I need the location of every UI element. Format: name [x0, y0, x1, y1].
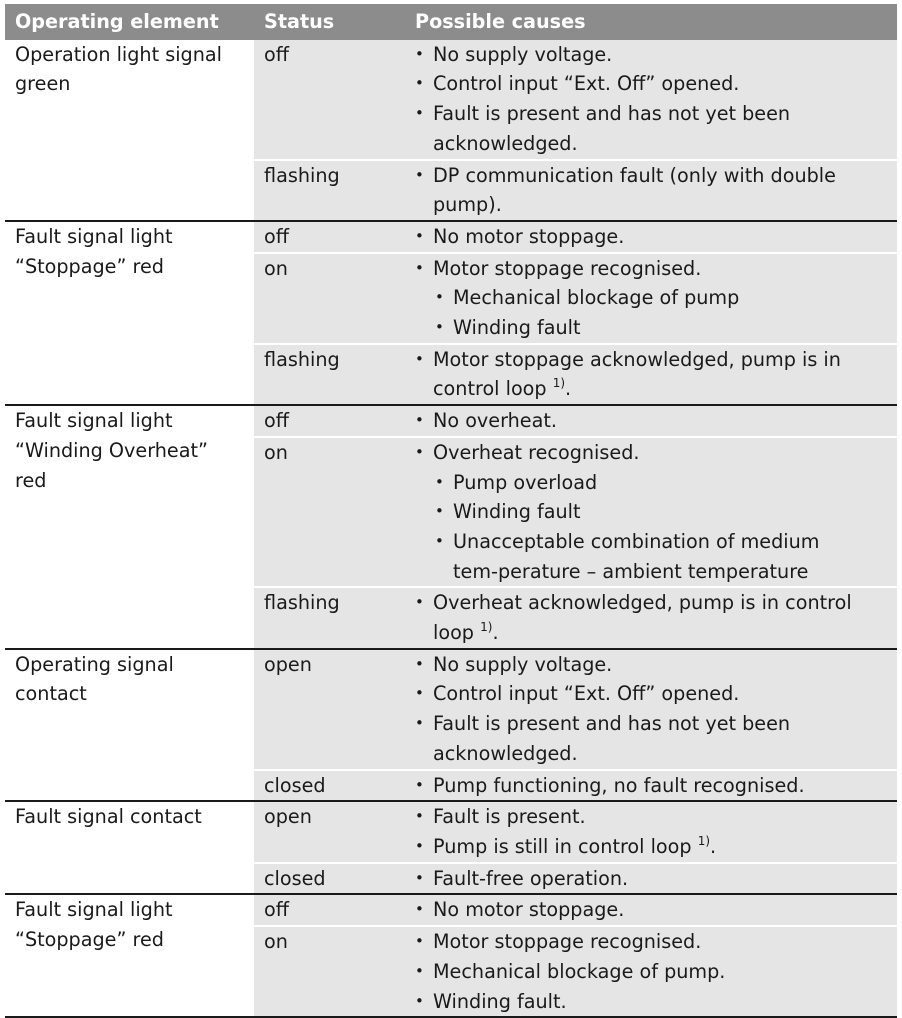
cause-text: Motor stoppage recognised.	[433, 930, 702, 954]
cause-item	[415, 406, 887, 436]
bullet-icon: •	[435, 531, 444, 550]
possible-causes-cell	[405, 405, 897, 437]
table-row	[5, 894, 897, 926]
cause-item	[415, 254, 887, 284]
cause-text: No supply voltage.	[433, 652, 613, 676]
bullet-icon: •	[415, 961, 424, 980]
bullet-icon: •	[415, 932, 424, 951]
status-cell: off	[254, 40, 405, 160]
cause-text: Overheat recognised.	[433, 440, 640, 464]
cause-item	[415, 957, 887, 987]
cause-item	[415, 895, 887, 925]
table-row	[5, 405, 897, 437]
cause-text: Control input “Ext. Off” opened.	[433, 72, 740, 96]
status-cell: closed	[254, 863, 405, 895]
cause-item	[415, 679, 887, 709]
bullet-icon: •	[435, 472, 444, 491]
possible-causes-cell	[405, 770, 897, 802]
possible-causes-cell	[405, 649, 897, 770]
bullet-icon: •	[435, 502, 444, 521]
footnote-marker: 1)	[552, 376, 566, 391]
cause-text-end: .	[492, 621, 499, 645]
possible-causes-cell	[405, 160, 897, 221]
cause-text: Mechanical blockage of pump.	[433, 959, 726, 983]
possible-causes-cell	[405, 863, 897, 895]
bullet-icon: •	[415, 654, 424, 673]
possible-causes-cell	[405, 587, 897, 648]
table-header-row	[5, 4, 897, 40]
cause-text: Fault is present and has not yet been acknowledged.	[433, 102, 791, 155]
bullet-icon: •	[415, 442, 424, 461]
cause-item	[415, 832, 887, 862]
header-possible-causes: Possible causes	[405, 4, 897, 40]
possible-causes-cell	[405, 221, 897, 253]
bullet-icon: •	[415, 226, 424, 245]
cause-item	[415, 927, 887, 957]
bullet-icon: •	[415, 104, 424, 123]
status-cell: flashing	[254, 344, 405, 405]
cause-text: No motor stoppage.	[433, 224, 625, 248]
status-cell: open	[254, 649, 405, 770]
bullet-icon: •	[415, 165, 424, 184]
cause-item	[415, 69, 887, 99]
cause-text: Pump functioning, no fault recognised.	[433, 773, 805, 797]
cause-item	[415, 802, 887, 832]
bullet-icon: •	[415, 593, 424, 612]
bullet-icon: •	[435, 288, 444, 307]
sub-cause-item	[415, 313, 887, 343]
header-operating-element: Operating element	[5, 4, 254, 40]
operating-element-cell: Operating signal contact	[5, 649, 254, 802]
status-cell: closed	[254, 770, 405, 802]
table-row	[5, 221, 897, 253]
cause-text: Winding fault.	[433, 989, 567, 1013]
cause-item	[415, 650, 887, 680]
cause-text: Mechanical blockage of pump	[453, 286, 740, 310]
status-cell: on	[254, 253, 405, 344]
cause-item	[415, 438, 887, 468]
bullet-icon: •	[415, 836, 424, 855]
cause-text: Pump overload	[453, 470, 598, 494]
bullet-icon: •	[415, 684, 424, 703]
cause-text: Motor stoppage recognised.	[433, 256, 702, 280]
cause-text: Motor stoppage acknowledged, pump is in control loop	[433, 347, 841, 401]
cause-item	[415, 161, 887, 220]
cause-item	[415, 588, 887, 647]
cause-text-end: .	[565, 377, 572, 401]
possible-causes-cell	[405, 894, 897, 926]
bullet-icon: •	[415, 411, 424, 430]
bullet-icon: •	[415, 900, 424, 919]
header-status: Status	[254, 4, 405, 40]
cause-text: No motor stoppage.	[433, 898, 625, 922]
cause-item	[415, 709, 887, 768]
cause-text: Winding fault	[453, 316, 581, 340]
status-cell: open	[254, 801, 405, 862]
possible-causes-cell	[405, 801, 897, 862]
footnote-marker: 1)	[480, 620, 493, 635]
table-body	[5, 40, 897, 1018]
status-cell: flashing	[254, 160, 405, 221]
bullet-icon: •	[415, 991, 424, 1010]
cause-text: Control input “Ext. Off” opened.	[433, 682, 740, 706]
cause-item	[415, 771, 887, 801]
bullet-icon: •	[415, 74, 424, 93]
possible-causes-cell	[405, 437, 897, 588]
status-cell: on	[254, 926, 405, 1017]
bullet-icon: •	[415, 44, 424, 63]
bullet-icon: •	[435, 318, 444, 337]
bullet-icon: •	[415, 714, 424, 733]
sub-cause-item	[415, 283, 887, 313]
cause-text: Pump is still in control loop	[433, 834, 692, 858]
operating-element-cell: Operation light signal green	[5, 40, 254, 221]
table-row	[5, 40, 897, 160]
fault-signal-table	[5, 4, 897, 1018]
cause-text: No supply voltage.	[433, 42, 613, 66]
sub-cause-item	[415, 527, 887, 586]
operating-element-cell: Fault signal light “Winding Overheat” red	[5, 405, 254, 649]
status-cell: off	[254, 894, 405, 926]
status-cell: off	[254, 221, 405, 253]
table-row	[5, 649, 897, 770]
table-row	[5, 801, 897, 862]
cause-text: Fault-free operation.	[433, 866, 629, 890]
cause-text: Fault is present.	[433, 805, 586, 829]
operating-element-cell: Fault signal contact	[5, 801, 254, 894]
cause-text: Overheat acknowledged, pump is in control loop	[433, 591, 852, 645]
possible-causes-cell	[405, 40, 897, 160]
cause-text: Winding fault	[453, 500, 581, 524]
cause-text: Fault is present and has not yet been acknowledged.	[433, 712, 791, 765]
cause-item	[415, 987, 887, 1017]
cause-text: Unacceptable combination of medium tem‑perature – ambient temperature	[453, 529, 820, 583]
status-cell: flashing	[254, 587, 405, 648]
status-cell: on	[254, 437, 405, 588]
cause-text: No overheat.	[433, 409, 557, 433]
cause-item	[415, 40, 887, 70]
possible-causes-cell	[405, 344, 897, 405]
status-cell: off	[254, 405, 405, 437]
cause-item	[415, 345, 887, 404]
sub-cause-item	[415, 468, 887, 498]
possible-causes-cell	[405, 253, 897, 344]
cause-item	[415, 99, 887, 158]
cause-text: DP communication fault (only with double pump).	[433, 163, 836, 217]
footnote-marker: 1)	[697, 833, 711, 848]
bullet-icon: •	[415, 258, 424, 277]
bullet-icon: •	[415, 775, 424, 794]
cause-item	[415, 222, 887, 252]
cause-item	[415, 864, 887, 894]
bullet-icon: •	[415, 868, 424, 887]
cause-text-end: .	[710, 834, 717, 858]
bullet-icon: •	[415, 807, 424, 826]
sub-cause-item	[415, 497, 887, 527]
operating-element-cell: Fault signal light “Stoppage” red	[5, 221, 254, 405]
operating-element-cell: Fault signal light “Stoppage” red	[5, 894, 254, 1017]
bullet-icon: •	[415, 349, 424, 368]
